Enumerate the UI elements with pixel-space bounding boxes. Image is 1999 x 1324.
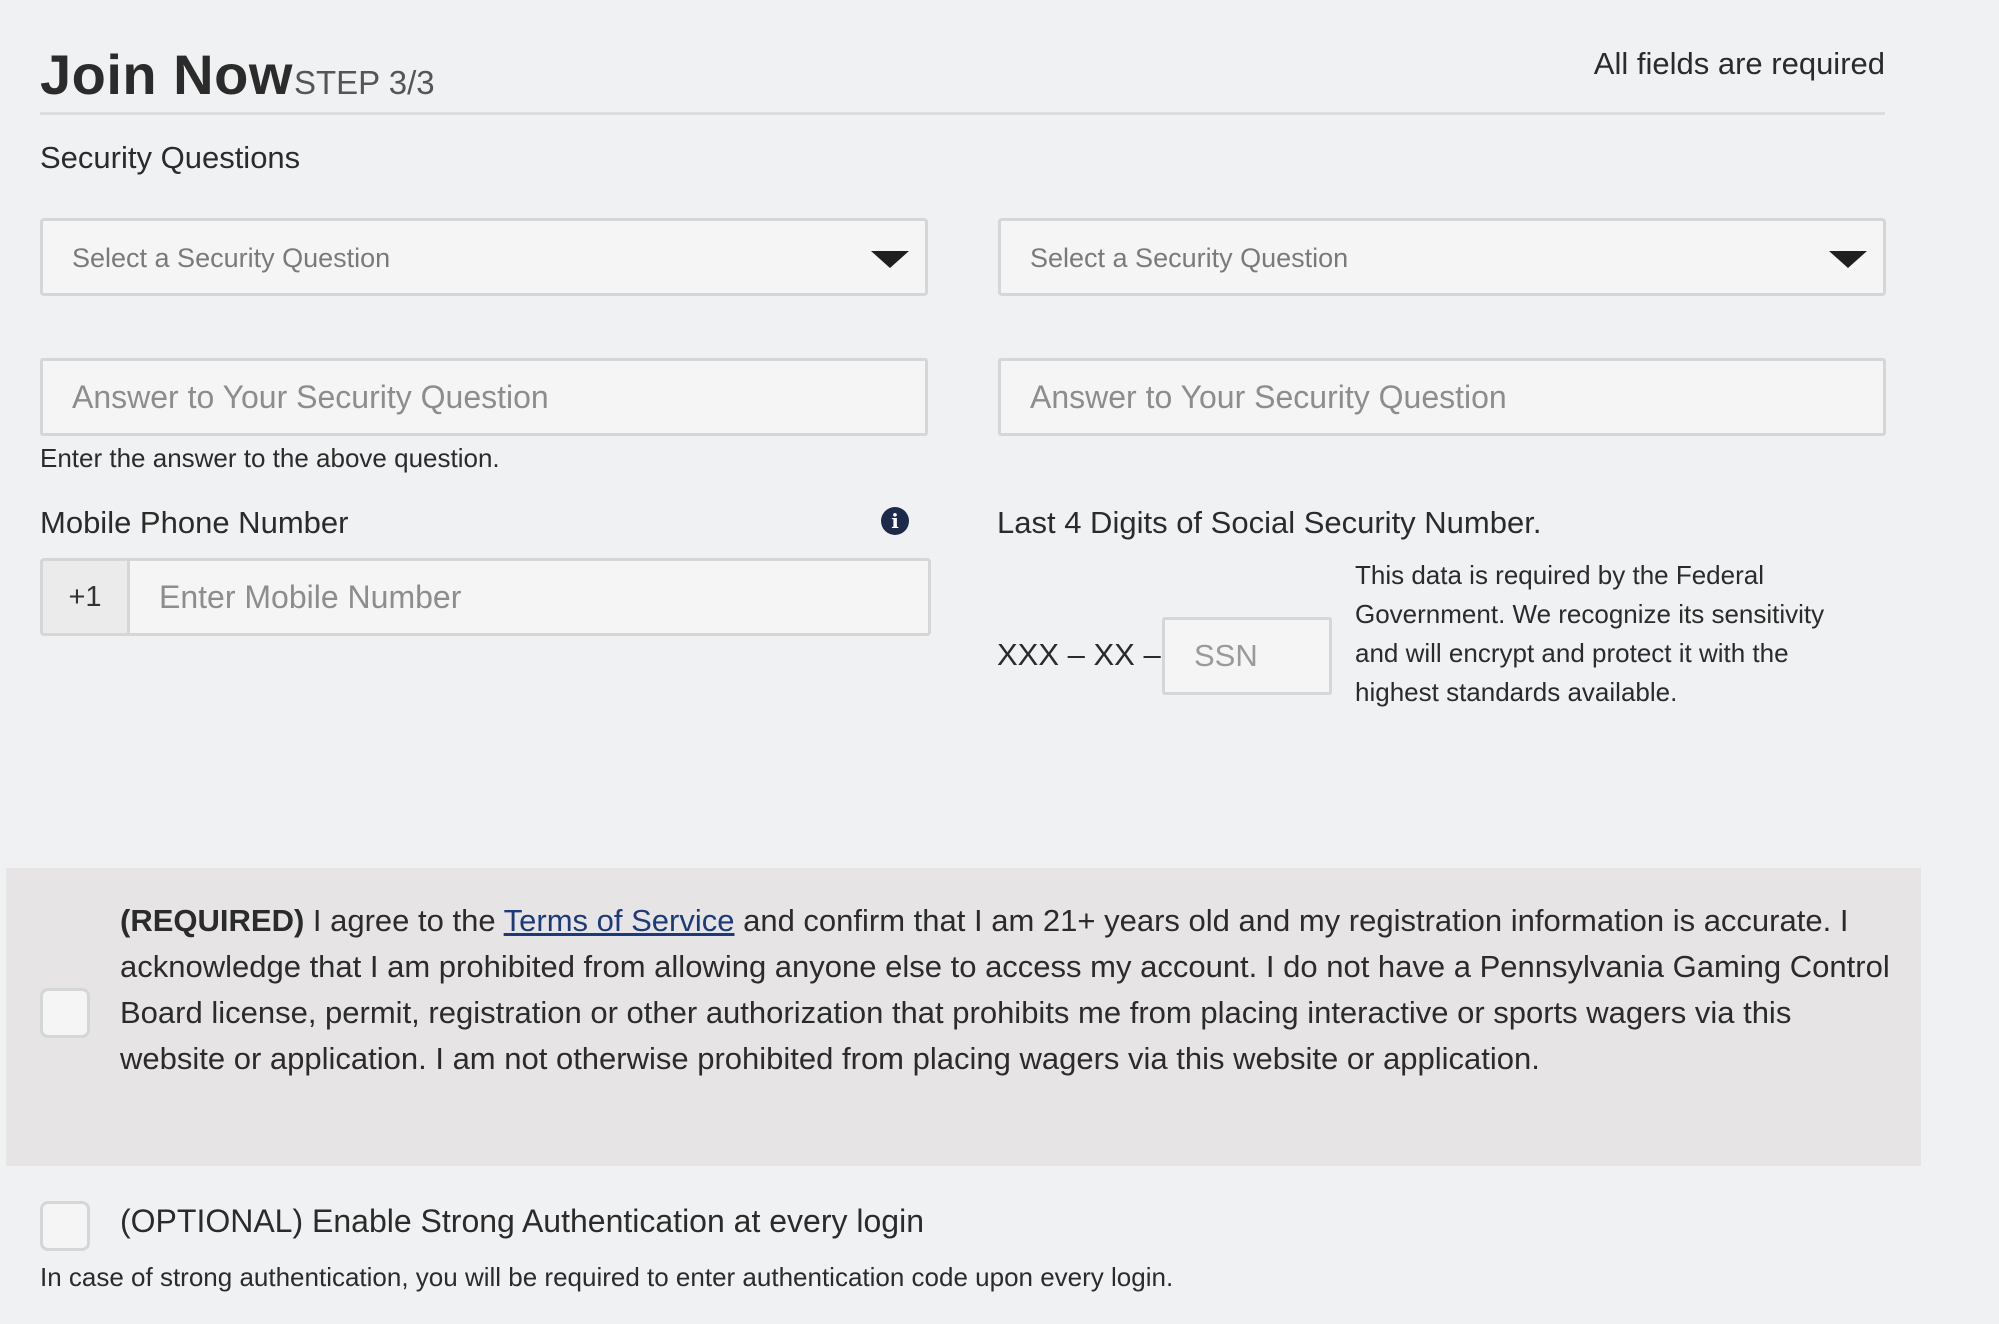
info-icon[interactable]: i	[881, 507, 909, 535]
terms-panel	[6, 868, 1921, 1166]
ssn-last4-input[interactable]	[1162, 617, 1332, 695]
step-indicator: STEP 3/3	[294, 64, 435, 101]
ssn-label: Last 4 Digits of Social Security Number.	[997, 505, 1542, 540]
terms-checkbox[interactable]	[40, 988, 90, 1038]
security-question-select-1[interactable]	[40, 218, 928, 296]
mobile-phone-label: Mobile Phone Number	[40, 505, 349, 540]
page-title: Join Now	[40, 43, 293, 106]
strong-auth-checkbox[interactable]	[40, 1201, 90, 1251]
security-questions-label: Security Questions	[40, 140, 301, 175]
chevron-down-icon	[871, 251, 909, 268]
terms-of-service-link[interactable]: Terms of Service	[503, 903, 735, 938]
required-fields-note: All fields are required	[1593, 46, 1885, 81]
strong-auth-label[interactable]: (OPTIONAL) Enable Strong Authentication at every login	[120, 1203, 924, 1239]
security-answer-input-1[interactable]	[40, 358, 928, 436]
security-answer-helper: Enter the answer to the above question.	[40, 443, 500, 473]
page-header	[40, 38, 1885, 115]
chevron-down-icon	[1829, 251, 1867, 268]
security-question-select-2-placeholder: Select a Security Question	[1030, 243, 1349, 273]
ssn-masked-prefix: XXX – XX –	[997, 637, 1161, 672]
mobile-number-input[interactable]	[127, 558, 931, 636]
security-question-select-2[interactable]	[998, 218, 1886, 296]
strong-auth-helper: In case of strong authentication, you will be required to enter authentication code upon every login.	[40, 1262, 1174, 1292]
terms-text-before-link: I agree to the	[304, 903, 504, 938]
phone-country-code: +1	[40, 558, 127, 636]
terms-text-after-link: and confirm that I am 21+ years old and my registration information is accurate. I acknowledge that I am prohibited from allowing anyone else to access my account. I do not have a Pennsylvania Gaming Control Board license, permit, registration or other authorization that prohibits me from placing interactive or sports wagers via this website or application. I am not otherwise prohibited from placing wagers via this website or application.	[120, 903, 1890, 1076]
security-question-select-1-placeholder: Select a Security Question	[72, 243, 391, 273]
terms-required-tag: (REQUIRED)	[120, 903, 305, 938]
terms-text	[120, 898, 1900, 1082]
ssn-privacy-note: This data is required by the Federal Government. We recognize its sensitivity and will encrypt and protect it with the highest standards available.	[1355, 560, 1825, 707]
security-answer-input-2[interactable]	[998, 358, 1886, 436]
